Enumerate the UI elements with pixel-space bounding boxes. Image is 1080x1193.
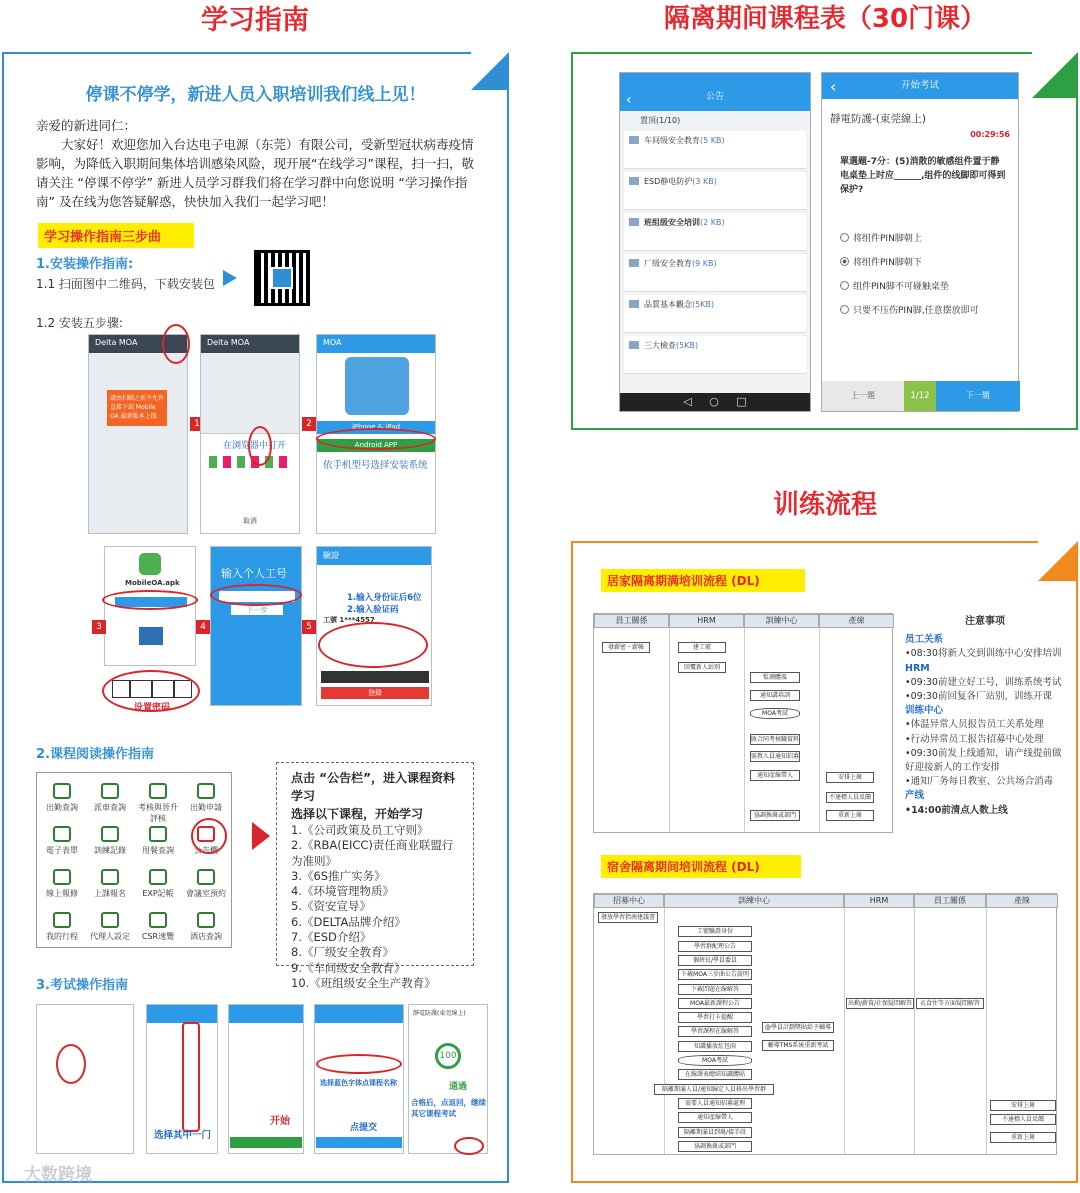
steps-banner: 学习操作指南三步曲: [38, 223, 194, 248]
flow-step: 發放學習指南建議書: [598, 912, 658, 923]
radio-icon: [840, 281, 849, 290]
flow-step: 隔離期滿人員/通知歸定人員移出學習群: [654, 1084, 774, 1095]
flow-step: 學習課程在線解答: [678, 1026, 752, 1037]
menu-icon: [197, 869, 215, 885]
install-screen-6: 驗證 1.输入身份证后6位 2.输入验证码 工號 1***4557 登錄: [316, 546, 432, 706]
flow-step: 需教人員通知招募: [751, 753, 800, 760]
lane-header: 產線: [819, 614, 894, 628]
lane-header: HRM: [844, 894, 914, 908]
announcement-item[interactable]: [624, 172, 806, 210]
note-category: 产线: [905, 790, 925, 802]
note-line: •行动异常员工报告招募中心处理: [905, 733, 1044, 745]
document-icon: [629, 300, 639, 308]
radio-icon: [840, 233, 849, 242]
announcement-size: (9 KB): [692, 259, 717, 268]
course-item[interactable]: 6.《DELTA品牌介绍》: [291, 914, 406, 929]
lane-header: HRM: [669, 614, 744, 628]
announcement-item[interactable]: [624, 336, 806, 374]
flow-step: 通知產線帶人: [678, 1112, 752, 1123]
lane-header: 員工關係: [914, 894, 986, 908]
step-1-2: 1.2 安装五步骤:: [36, 316, 123, 330]
menu-item-label: 出勤申請: [190, 803, 222, 812]
menu-item[interactable]: [183, 869, 229, 899]
intro-body: 大家好！欢迎您加入台达电子电源（东莞）有限公司，受新型冠状病毒疫情影响，为降低入职期间集体培训感染风险，现开展“在线学习”课程，扫一扫，敬请关注 “停课不停学” 新进人员学习群我们将在学习群中向您说明 “学习操作指南” 及在线为您答疑解惑，快快加入我们一起学习吧！: [36, 137, 474, 209]
note-line: •09:30前建立好工号，训练系统考试: [905, 676, 1062, 688]
menu-icon: [149, 783, 167, 799]
select-by-model-label: 依手机型号选择安装系统: [323, 460, 428, 471]
course-item[interactable]: 4.《环境管理物质》: [291, 884, 394, 899]
announcement-size: (5KB): [692, 300, 715, 309]
course-item[interactable]: 3.《6S推广实务》: [291, 868, 386, 883]
announcement-item[interactable]: [624, 295, 806, 333]
announcement-size: (2 KB): [700, 218, 725, 227]
course-item[interactable]: 8.《厂级安全教育》: [291, 945, 394, 960]
section-course: 2.课程阅读操作指南: [36, 747, 154, 762]
announcement-name: 班组级安全培训: [644, 218, 700, 227]
menu-icon: [149, 912, 167, 928]
lane-header: 招募中心: [594, 894, 664, 908]
menu-item[interactable]: [87, 912, 133, 942]
flow-step: 隔離期滿員到崗/接手段: [678, 1127, 752, 1138]
answer-option[interactable]: [840, 255, 922, 268]
menu-icon: [149, 826, 167, 842]
step-2-badge: 2: [302, 417, 316, 431]
step-5-badge: 5: [302, 620, 316, 634]
menu-item[interactable]: [39, 869, 85, 899]
lane-header: 訓練中心: [664, 894, 844, 908]
announce-title: 公告: [620, 73, 810, 111]
flow-step: 需要人員通知招募處理: [678, 1098, 752, 1109]
note-line: •通知厂务每日教室、公共场合消毒: [905, 776, 1054, 788]
course-name-circle: [316, 1054, 402, 1074]
submit-button[interactable]: [316, 1137, 402, 1148]
step-1-1: 1.1 扫面图中二维码，下载安装包: [36, 277, 215, 291]
menu-icon: [149, 869, 167, 885]
lane-divider: [844, 908, 845, 1154]
id-input-circle: [210, 584, 302, 606]
exam-screen-5: 靜電防護(東莞線上) 100 通過 合格后，点返回，继续其它课程考试: [408, 1004, 488, 1154]
flow-step: 安排上崗: [990, 1100, 1056, 1111]
menu-icon: [197, 912, 215, 928]
answer-option[interactable]: [840, 279, 949, 292]
select-one-label: 选择其中一门: [154, 1130, 212, 1141]
menu-item-label: 出勤查詢: [46, 803, 78, 812]
note-category: 训练中心: [905, 705, 944, 717]
menu-item[interactable]: [135, 826, 181, 856]
menu-item-label: 我的行程: [46, 932, 78, 941]
document-icon: [629, 136, 639, 144]
document-icon: [629, 218, 639, 226]
announcement-name: 三大檢查: [644, 341, 676, 350]
menu-item[interactable]: [87, 826, 133, 856]
announcement-size: (5KB): [676, 341, 699, 350]
menu-item-label: 代理人設定: [90, 932, 130, 941]
menu-item[interactable]: [135, 912, 181, 942]
menu-item[interactable]: [39, 783, 85, 813]
course-item[interactable]: 2.《RBA(EICC)责任商业联盟行为准则》: [291, 838, 454, 868]
training-record-circle: [56, 1044, 86, 1084]
menu-icon: [53, 783, 71, 799]
submit-label: 点提交: [350, 1123, 378, 1133]
prev-button[interactable]: 上一題: [851, 391, 875, 400]
menu-circle: [162, 324, 190, 364]
menu-item-label: 線上報修: [46, 889, 78, 898]
flow-step: 學習打卡提醒: [678, 1012, 752, 1023]
course-item[interactable]: 5.《资安宣导》: [291, 899, 371, 914]
note-line: •体温异常人员报告员工关系处理: [905, 719, 1044, 731]
exam-question: 單選題-7分：(5)消散的敏感组件置于静电桌垫上时应______,组件的线脚即可得到保护?: [840, 157, 1006, 195]
lane-header: 產線: [986, 894, 1058, 908]
study-guide-panel: [2, 52, 509, 1183]
menu-item-label: EXP記帳: [142, 889, 174, 898]
flow-step: 衣食住等方面疑問解答: [916, 998, 984, 1009]
id-verify-circle: [318, 622, 428, 668]
menu-item-label: CSR速覽: [141, 932, 175, 941]
pass-note: 合格后，点返回，继续其它课程考试: [411, 1098, 486, 1118]
menu-icon: [53, 869, 71, 885]
flow-step: 重新上崗: [990, 1132, 1056, 1143]
choose-blue-label: 选择蓝色字体点课程名称: [320, 1079, 397, 1087]
open-in-browser-label: 在浏览器中打开: [223, 441, 287, 451]
radio-icon: [840, 257, 849, 266]
course-table-panel: [571, 52, 1078, 430]
announcement-item[interactable]: [624, 131, 806, 169]
headline: 停课不停学，新进人员入职培训我们线上见！: [85, 85, 426, 105]
lane-header: 員工關係: [594, 614, 669, 628]
flow-step: 重新上崗: [826, 810, 874, 821]
set-password-label: 设置密码: [134, 703, 171, 713]
flow-step: 發薪密・薪帳: [602, 642, 650, 653]
menu-icon: [101, 783, 119, 799]
flow-step: 協調換崗或部門: [750, 810, 800, 821]
answer-option-label: 组件PIN脚不可碰触桌垫: [853, 282, 949, 292]
greeting: 亲爱的新进同仁：: [36, 118, 137, 133]
course-item[interactable]: 9.《车间级安全教育》: [291, 960, 406, 975]
flow-step: 回覆新人站別: [678, 662, 726, 673]
watermark: 大数跨境: [24, 1165, 92, 1185]
announcement-name: ESD静电防护: [644, 177, 693, 186]
training-flow-title: 训练流程: [772, 490, 877, 520]
flow-step: 出勤/薪資/社保疑問解答: [847, 1000, 913, 1007]
install-screen-5: [210, 546, 302, 706]
exam-screen-3: [228, 1004, 304, 1154]
menu-item[interactable]: [183, 783, 229, 813]
flow-step: 個班長/學員委員: [678, 955, 752, 966]
flow-step: 工號驗證身份: [678, 926, 752, 937]
exam-timer: 00:29:56: [970, 130, 1010, 139]
note-category: 员工关系: [905, 634, 944, 646]
bulletin-circle: [191, 818, 227, 854]
qr-code-icon: [254, 250, 310, 306]
lane-divider: [819, 628, 820, 832]
announcement-size: (5 KB): [700, 136, 725, 145]
announcement-name: 车间级安全教育: [644, 136, 700, 145]
answer-option[interactable]: [840, 303, 979, 316]
browser-circle: [248, 426, 272, 466]
arrow-right-icon: [223, 270, 237, 286]
document-icon: [629, 341, 639, 349]
exam-name: 靜電防護-(東莞線上): [830, 113, 926, 125]
login-button[interactable]: 登錄: [321, 687, 429, 699]
flow-step: 下載問題在線解答: [678, 984, 752, 995]
flow-step: 建工號: [678, 642, 726, 653]
announcement-name: 厂级安全教育: [644, 259, 692, 268]
answer-option-label: 将组件PIN脚朝上: [853, 234, 922, 244]
note-line: •08:30将新人交到训练中心安排培训: [905, 648, 1062, 660]
flow-step: 知識播放紅包雨: [678, 1041, 752, 1052]
next-button[interactable]: 下一步: [231, 605, 283, 615]
menu-icon: [53, 826, 71, 842]
lane-header: 訓練中心: [744, 614, 819, 628]
menu-item[interactable]: [39, 826, 85, 856]
course-item[interactable]: 10.《班组级安全生产教育》: [291, 975, 436, 990]
menu-item-label: 考核與晉升評核: [138, 803, 178, 823]
flow2-title: 宿舍隔离期间培训流程 (DL): [601, 855, 801, 878]
announcement-phone: [619, 72, 811, 412]
menu-item[interactable]: [183, 912, 229, 942]
android-option[interactable]: Android APP: [317, 439, 435, 452]
flow1-chart: [593, 613, 893, 833]
pinned-label: 置頂(1/10): [640, 116, 681, 125]
lane-divider: [986, 908, 987, 1154]
exam-header: 开始考试: [822, 73, 1018, 99]
android-circle: [316, 428, 436, 450]
announcement-name: 品質基本觀念: [644, 300, 692, 309]
exam-screen-1: [36, 1004, 134, 1154]
flow-step: @學員計劃獎貼給予輔導: [762, 1022, 834, 1033]
exam-phone: [821, 72, 1019, 412]
section-exam: 3.考试操作指南: [36, 978, 128, 993]
course-list-circle: [182, 1022, 200, 1132]
flow-step: 輔導TMS系統重新考試: [762, 1040, 834, 1051]
course-item[interactable]: 1.《公司政策及员工守则》: [291, 823, 429, 837]
score-ring: 100: [435, 1043, 461, 1069]
scan-hint: 請由扫瞄之前不允许直接下载 Mobile OA 最新版本上线: [107, 390, 167, 426]
course-list: 点击 “公告栏”，进入课程资料学习 选择以下课程，开始学习 1.《公司政策及员工守则》 2.《RBA(EICC)责任商业联盟行为准则》 3.《6S推广实务》 4.《环境管理物质》 5.《资安宣导》 6.《DELTA品牌介绍》 7.《ESD介绍》 8.《厂级安全教育》 9.《车间级安全教育》 10.《班组级安全生产教育》: [276, 762, 474, 966]
menu-item[interactable]: [135, 783, 181, 824]
menu-item-label: 用餐查詢: [142, 846, 174, 855]
menu-item-label: 酒店查詢: [190, 932, 222, 941]
section-install: 1.安装操作指南:: [36, 257, 134, 272]
menu-item-label: 上課報名: [94, 889, 126, 898]
note-line: •14:00前清点人数上线: [905, 804, 1008, 816]
flow-step: 在線課表總結知識體貼: [678, 1069, 752, 1080]
menu-item[interactable]: [87, 783, 133, 813]
app-menu-grid: [36, 772, 232, 948]
flow-step: MOA最新課程公告: [678, 998, 752, 1009]
menu-icon: [53, 912, 71, 928]
menu-item-label: 派車查詢: [94, 803, 126, 812]
flow-step: 學習群配理公告: [678, 941, 752, 952]
menu-item-label: 公告欄: [194, 846, 218, 855]
announcement-size: (3 KB): [692, 177, 717, 186]
flow-step: 不達標人員反饋: [826, 792, 874, 803]
menu-item[interactable]: [135, 869, 181, 899]
document-icon: [629, 177, 639, 185]
answer-option-label: 只要不压伤PIN脚,任意摆放即可: [853, 306, 979, 316]
install-screen-2: Delta MOA 在浏览器中打开 取消: [200, 334, 300, 534]
menu-item-label: 電子表單: [46, 846, 78, 855]
flow-step: 安排上崗: [826, 772, 874, 783]
download-circle: [102, 590, 198, 610]
decision-diamond: MOA考試: [750, 708, 800, 719]
flow-step: 監測體溫: [750, 672, 800, 683]
flow2-chart: [593, 893, 1057, 1155]
answer-option[interactable]: [840, 231, 922, 244]
install-screen-1: Delta MOA 請由扫瞄之前不允许直接下载 Mobile OA 最新版本上线: [88, 334, 188, 534]
radio-icon: [840, 305, 849, 314]
flow-step: 下載MOA三步曲公告說明: [678, 969, 752, 980]
step-3-badge: 3: [92, 620, 106, 634]
flow1-title: 居家隔离期满培训流程 (DL): [601, 569, 805, 592]
announcement-item[interactable]: [624, 254, 806, 292]
lane-divider: [744, 628, 745, 832]
announcement-item[interactable]: [624, 213, 806, 251]
document-icon: [629, 259, 639, 267]
flow-step: 通知產線帶人: [750, 770, 800, 781]
answer-option-label: 将组件PIN脚朝下: [853, 258, 922, 268]
course-table-title: 隔离期间课程表（30门课）: [663, 4, 987, 34]
back-icon[interactable]: ‹: [626, 92, 632, 108]
flow-step: 通知講培訓: [750, 690, 800, 701]
page-indicator: 1/12: [904, 381, 936, 411]
menu-icon: [101, 869, 119, 885]
menu-item-label: 訓練記錄: [94, 846, 126, 855]
menu-item-label: 會議室預約: [186, 889, 226, 898]
next-button[interactable]: 下一題: [936, 381, 1020, 411]
arrow-right-icon: [252, 822, 270, 850]
note-line: •09:30前发上线通知，请产线提前做好迎接新人的工作安排: [905, 747, 1062, 774]
install-screen-4: MobileOA.apk: [104, 546, 196, 666]
menu-item[interactable]: [39, 912, 85, 942]
flow-step: 協調換崗或部門: [678, 1141, 752, 1152]
menu-item[interactable]: [87, 869, 133, 899]
input-id-label: 输入个人工号: [221, 567, 287, 580]
training-flow-panel: [571, 541, 1078, 1183]
note-category: HRM: [905, 662, 930, 674]
lane-divider: [669, 628, 670, 832]
iphone-option: iPhone & iPad: [317, 421, 435, 434]
step-4-badge: 4: [196, 620, 210, 634]
notes: 注意事项 员工关系 •08:30将新人交到训练中心安排培训 HRM •09:30前建立好工号，训练系统考试 •09:30前回复各厂站别，训练开课 训练中心 •体温异常人员报告员工关系处理 •行动异常员工报告招募中心处理 •09:30前发上线通知，请产线提前做好迎接新人的工作安排 •通知厂务每日教室、公共场合消毒 产线 •14:00前清点人数上线: [905, 615, 1065, 818]
course-item[interactable]: 7.《ESD介绍》: [291, 930, 372, 945]
return-circle: [454, 1137, 484, 1155]
back-icon[interactable]: ‹: [830, 77, 837, 96]
android-navbar: ◁ ○ □: [620, 393, 810, 411]
menu-icon: [101, 826, 119, 842]
lane-divider: [664, 908, 665, 1154]
decision-diamond: MOA考試: [678, 1055, 752, 1066]
note-line: •09:30前回复各厂站别，训练开课: [905, 691, 1052, 703]
install-screen-3: MOA iPhone & iPad Android APP 依手机型号选择安装系统: [316, 334, 436, 534]
start-label: 开始: [270, 1116, 290, 1127]
menu-icon: [101, 912, 119, 928]
study-guide-title: 学习指南: [201, 5, 309, 36]
menu-icon: [197, 783, 215, 799]
flow-step: 匯合同考核職資料: [751, 736, 800, 743]
step-1-badge: 1: [190, 417, 204, 431]
start-exam-button[interactable]: [230, 1137, 302, 1148]
flow-step: 不達標人員反饋: [990, 1114, 1056, 1125]
lane-divider: [914, 908, 915, 1154]
